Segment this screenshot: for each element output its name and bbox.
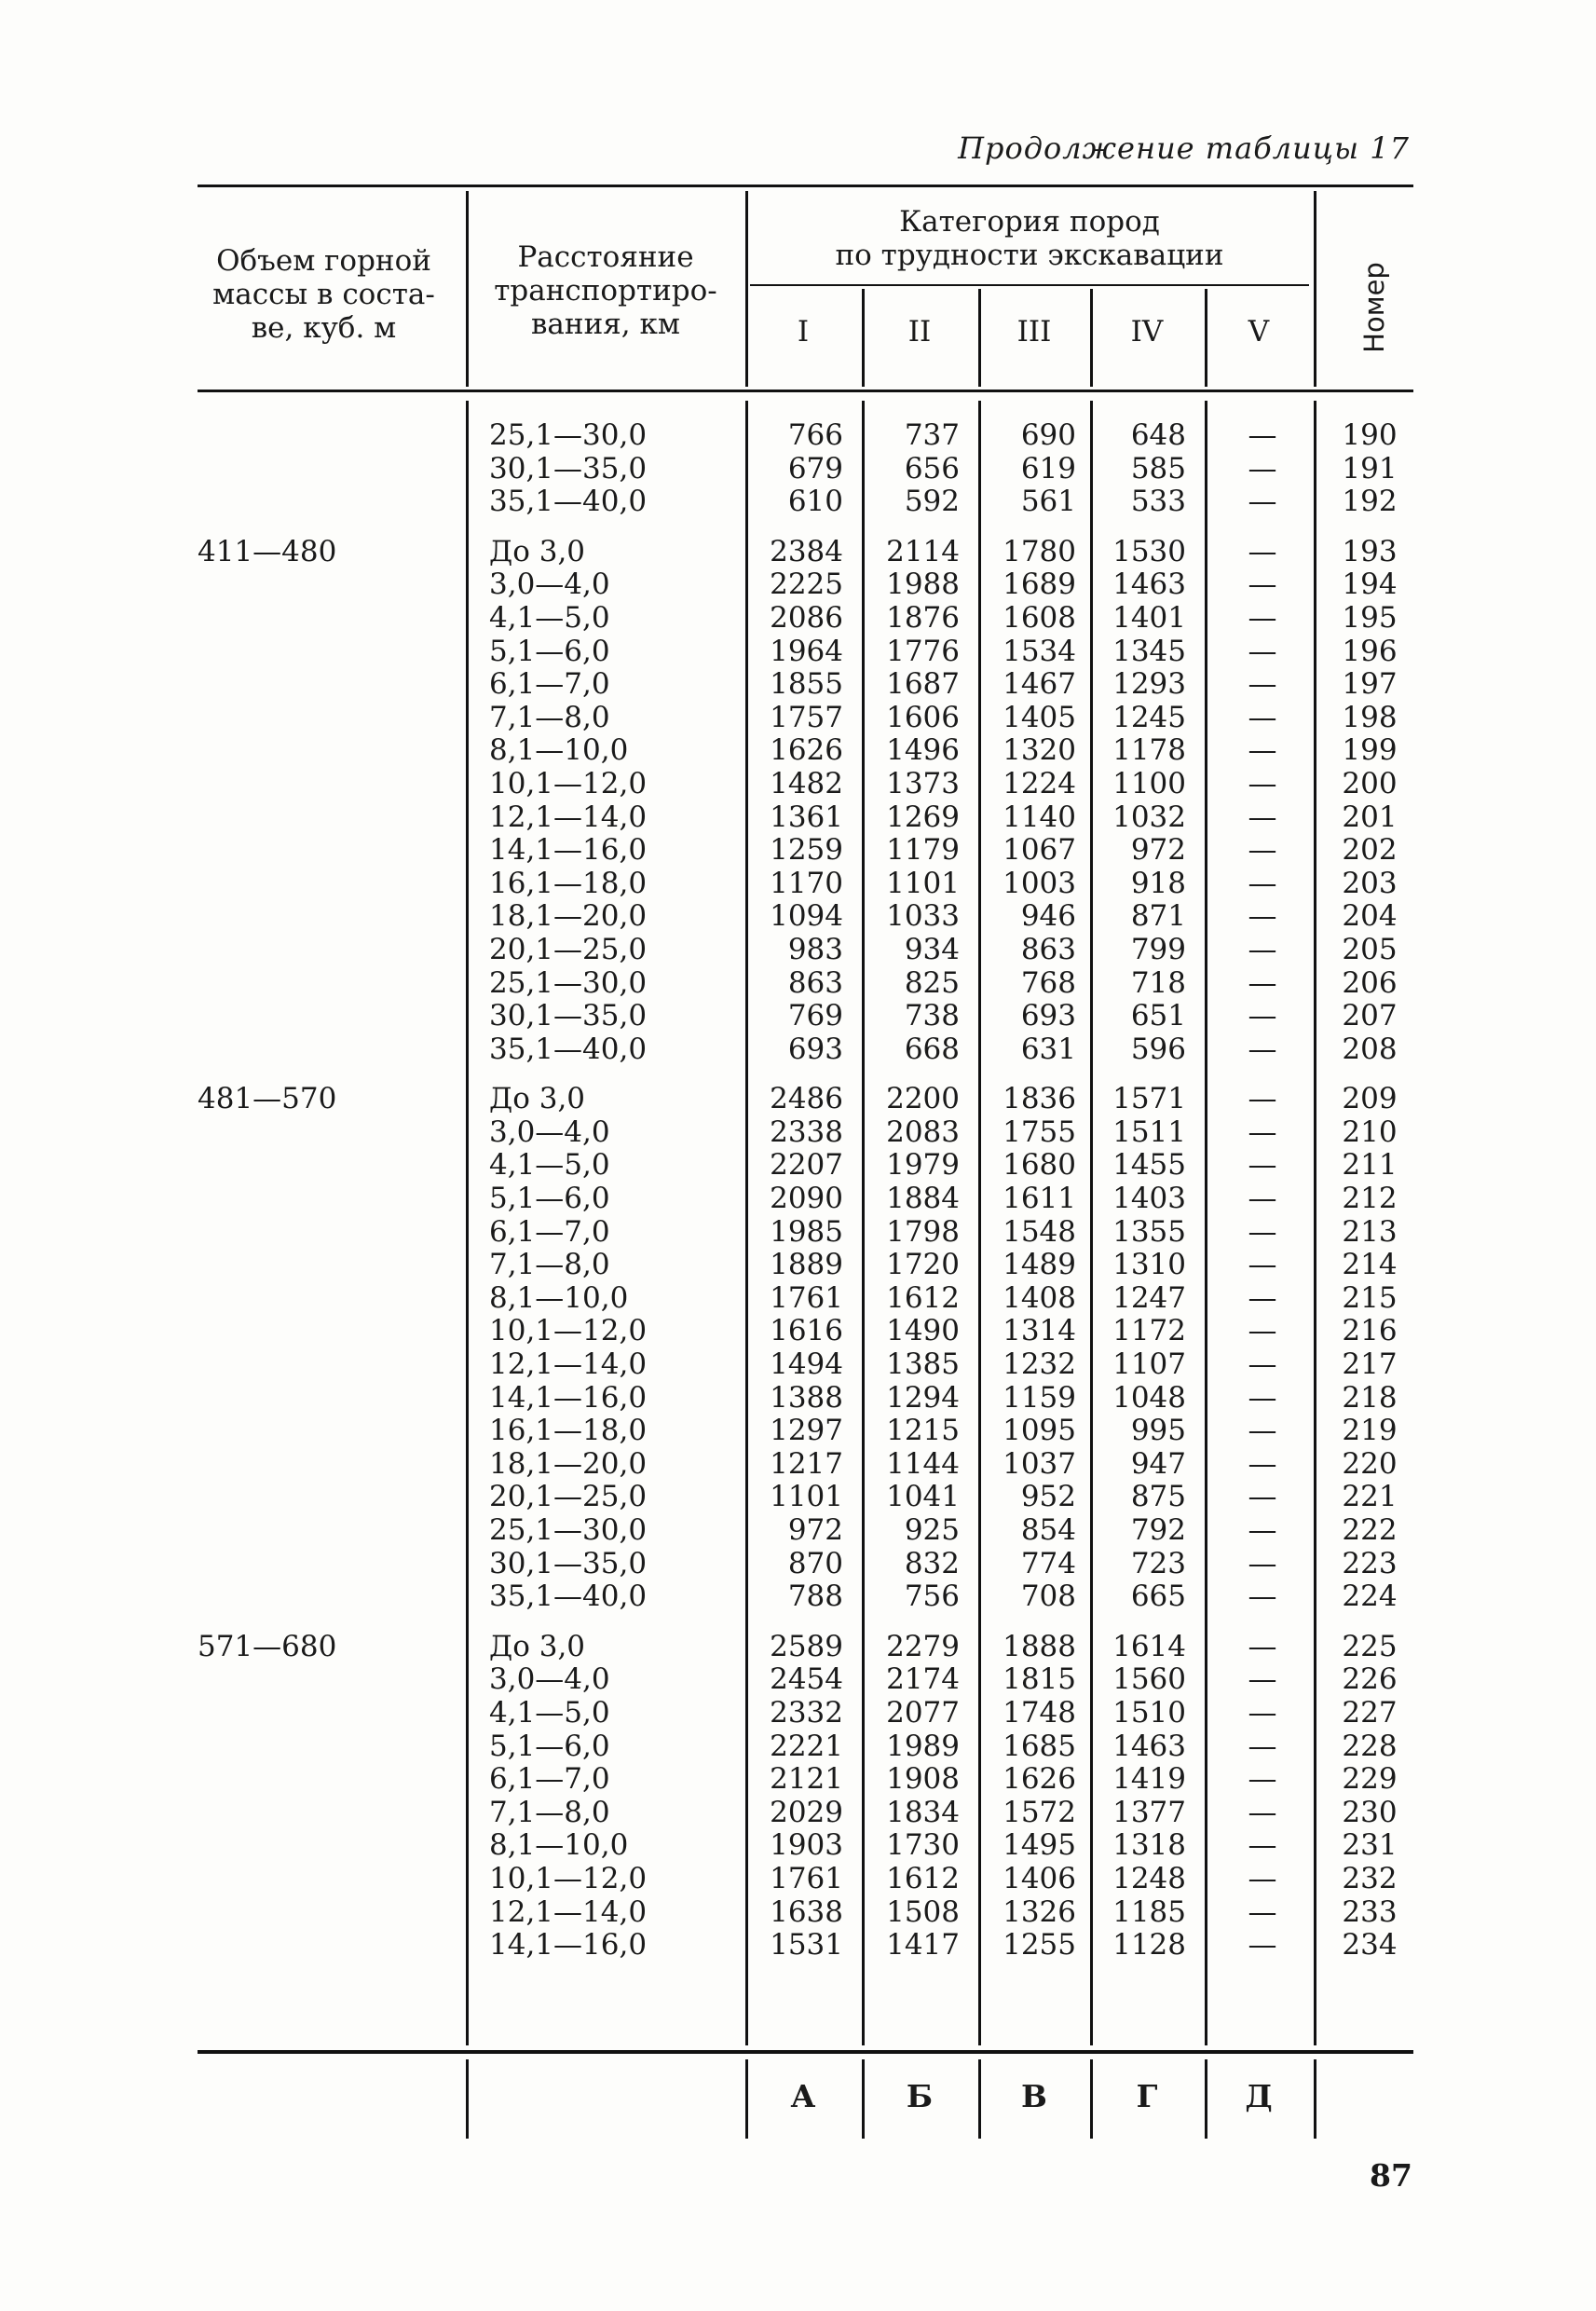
- table-row: 25,1—30,0 863 825 768 718 — 206: [489, 965, 1398, 1000]
- table-row: 30,1—35,0 769 738 693 651 — 207: [489, 999, 1398, 1033]
- table-row: 16,1—18,0 1170 1101 1003 918 — 203: [489, 866, 1398, 900]
- table-body: [0, 419, 1596, 1962]
- col-divider: [1090, 2059, 1093, 2139]
- volume-range: 481—570: [198, 1082, 337, 1116]
- header-distance: Расстояние транспортиро- вания, км: [494, 240, 717, 341]
- table-row: 30,1—35,0 870 832 774 723 — 223: [489, 1546, 1398, 1580]
- table-row: 18,1—20,0 1094 1033 946 871 — 204: [489, 899, 1398, 934]
- table-row: 20,1—25,0 1101 1041 952 875 — 221: [489, 1480, 1398, 1514]
- body-bottom-rule: [198, 2050, 1413, 2054]
- table-row: 16,1—18,0 1297 1215 1095 995 — 219: [489, 1414, 1398, 1448]
- col-divider: [466, 2059, 469, 2139]
- table-row: 8,1—10,0 1626 1496 1320 1178 — 199: [489, 733, 1398, 768]
- col-divider: [1314, 2059, 1316, 2139]
- page-number: 87: [1370, 2157, 1412, 2194]
- table-row: 35,1—40,0 693 668 631 596 — 208: [489, 1032, 1398, 1066]
- table-row: 14,1—16,0 1388 1294 1159 1048 — 218: [489, 1380, 1398, 1415]
- header-number: Номер: [1358, 262, 1390, 353]
- table-row: 20,1—25,0 983 934 863 799 — 205: [489, 932, 1398, 966]
- category-V: V: [1248, 315, 1270, 349]
- table-row: 10,1—12,0 1482 1373 1224 1100 — 200: [489, 766, 1398, 800]
- table-row: 14,1—16,0 1531 1417 1255 1128 — 234: [489, 1928, 1398, 1962]
- category-II: II: [907, 315, 932, 349]
- table-row: 12,1—14,0 1638 1508 1326 1185 — 233: [489, 1894, 1398, 1929]
- table-row: 5,1—6,0 2221 1989 1685 1463 — 228: [489, 1729, 1398, 1763]
- table-row: 5,1—6,0 1964 1776 1534 1345 — 196: [489, 634, 1398, 668]
- table-row: 6,1—7,0 1855 1687 1467 1293 — 197: [489, 667, 1398, 702]
- table-row: 25,1—30,0 766 737 690 648 — 190: [489, 418, 1398, 452]
- volume-range: 411—480: [198, 534, 337, 568]
- table-row: 10,1—12,0 1616 1490 1314 1172 — 216: [489, 1314, 1398, 1348]
- footer-letter-g: Г: [1136, 2078, 1158, 2114]
- table-row: 14,1—16,0 1259 1179 1067 972 — 202: [489, 833, 1398, 868]
- col-divider: [466, 191, 469, 387]
- header-category: Категория пород по трудности экскавации: [835, 205, 1224, 272]
- footer-letter-b: Б: [906, 2078, 934, 2114]
- table-row: 6,1—7,0 1985 1798 1548 1355 — 213: [489, 1214, 1398, 1249]
- table-row: 35,1—40,0 788 756 708 665 — 224: [489, 1579, 1398, 1614]
- table-row: 3,0—4,0 2338 2083 1755 1511 — 210: [489, 1114, 1398, 1149]
- row-group: [0, 1631, 1596, 1962]
- table-caption: Продолжение таблицы 17: [958, 130, 1410, 166]
- row-group: [0, 1083, 1596, 1614]
- table-row: 8,1—10,0 1903 1730 1495 1318 — 231: [489, 1828, 1398, 1863]
- table-row: 4,1—5,0 2332 2077 1748 1510 — 227: [489, 1695, 1398, 1730]
- table-row: 6,1—7,0 2121 1908 1626 1419 — 229: [489, 1762, 1398, 1797]
- col-divider: [978, 289, 981, 387]
- table-row: 7,1—8,0 1889 1720 1489 1310 — 214: [489, 1248, 1398, 1282]
- table-row: 3,0—4,0 2225 1988 1689 1463 — 194: [489, 567, 1398, 602]
- table-row: 4,1—5,0 2207 1979 1680 1455 — 211: [489, 1148, 1398, 1183]
- table-row: 30,1—35,0 679 656 619 585 — 191: [489, 451, 1398, 485]
- col-divider: [862, 289, 865, 387]
- table-row: 481—570 До 3,0 2486 2200 1836 1571 — 209: [198, 1082, 1398, 1116]
- col-divider: [978, 2059, 981, 2139]
- category-IV: IV: [1130, 315, 1164, 349]
- table-row: 7,1—8,0 2029 1834 1572 1377 — 230: [489, 1795, 1398, 1829]
- table-row: 12,1—14,0 1494 1385 1232 1107 — 217: [489, 1347, 1398, 1382]
- table-row: 5,1—6,0 2090 1884 1611 1403 — 212: [489, 1182, 1398, 1216]
- category-I: I: [797, 315, 810, 349]
- footer-letter-a: А: [790, 2078, 816, 2114]
- row-group: [0, 419, 1596, 519]
- footer-letter-v: В: [1021, 2078, 1047, 2114]
- col-divider: [745, 2059, 748, 2139]
- volume-range: 571—680: [198, 1629, 337, 1663]
- row-group: [0, 536, 1596, 1067]
- table-row: 12,1—14,0 1361 1269 1140 1032 — 201: [489, 800, 1398, 834]
- category-rule: [750, 284, 1309, 286]
- header-volume: Объем горной массы в соста- ве, куб. м: [212, 244, 435, 345]
- table-row: 7,1—8,0 1757 1606 1405 1245 — 198: [489, 700, 1398, 734]
- col-divider: [1205, 289, 1207, 387]
- table-row: 4,1—5,0 2086 1876 1608 1401 — 195: [489, 600, 1398, 635]
- col-divider: [1314, 191, 1316, 387]
- col-divider: [1090, 289, 1093, 387]
- col-divider: [1205, 2059, 1207, 2139]
- table-row: 8,1—10,0 1761 1612 1408 1247 — 215: [489, 1280, 1398, 1315]
- table-row: 411—480 До 3,0 2384 2114 1780 1530 — 193: [198, 534, 1398, 568]
- category-III: III: [1016, 315, 1052, 349]
- top-rule: [198, 185, 1413, 187]
- table-row: 3,0—4,0 2454 2174 1815 1560 — 226: [489, 1662, 1398, 1697]
- table-row: 25,1—30,0 972 925 854 792 — 222: [489, 1513, 1398, 1547]
- footer-letter-d: Д: [1245, 2078, 1273, 2114]
- col-divider: [862, 2059, 865, 2139]
- table-row: 35,1—40,0 610 592 561 533 — 192: [489, 485, 1398, 519]
- header-bottom-rule: [198, 390, 1413, 392]
- table-row: 10,1—12,0 1761 1612 1406 1248 — 232: [489, 1861, 1398, 1895]
- table-row: 18,1—20,0 1217 1144 1037 947 — 220: [489, 1446, 1398, 1481]
- table-row: 571—680 До 3,0 2589 2279 1888 1614 — 225: [198, 1629, 1398, 1663]
- col-divider: [745, 191, 748, 387]
